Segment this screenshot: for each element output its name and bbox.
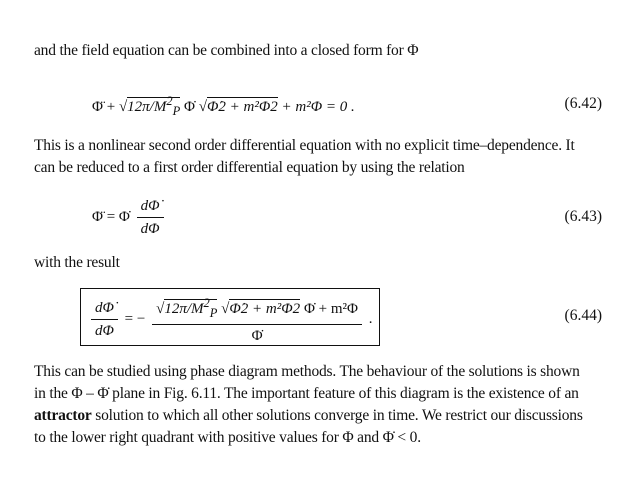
eq644-left-fraction [91, 299, 118, 340]
eq642-lhs: Φ̈ + [92, 99, 116, 115]
eq644-sup: 2 [203, 296, 210, 310]
eq644-right-fraction [152, 294, 362, 345]
eq642-radicand-1 [127, 94, 181, 118]
eq642-radicand-2: Φ̇2 + m²Φ2 [206, 99, 278, 115]
sqrt-symbol-2: √ [198, 99, 207, 115]
eq644-sub: P [209, 306, 218, 320]
eq644-left-denominator: dΦ [95, 323, 114, 339]
eq643-denominator: dΦ [140, 221, 160, 237]
paragraph-phase-line2: in the Φ – Φ̇ plane in Fig. 6.11. The important feature of this diagram is the existence of an [34, 385, 579, 402]
paragraph-nonlinear-line1: This is a nonlinear second order differential equation with no explicit time–dependence. It [34, 137, 575, 154]
equation-number-6-43: (6.43) [564, 208, 602, 225]
equation-6-42 [0, 82, 638, 126]
paragraph-nonlinear [34, 135, 604, 179]
eq642-sup: 2 [166, 94, 173, 108]
paragraph-intro: and the field equation can be combined into a closed form for Φ [34, 42, 419, 59]
sqrt-symbol: √ [118, 99, 128, 115]
sqrt-symbol-3: √ [156, 301, 165, 317]
attractor-term: attractor [34, 407, 92, 424]
paragraph-phase-line1: This can be studied using phase diagram methods. The behaviour of the solutions is shown [34, 363, 580, 380]
equation-6-44-body [88, 294, 373, 345]
eq643-lhs: Φ̈ = Φ̇ [92, 208, 130, 225]
paragraph-result: with the result [34, 254, 120, 271]
eq642-sub: P [172, 104, 181, 118]
eq643-fraction [137, 197, 164, 238]
paragraph-phase-line4: to the lower right quadrant with positive values for Φ and Φ̇ < 0. [34, 429, 421, 446]
paragraph-phase-diagram [34, 361, 604, 449]
eq643-numerator: dΦ̇ [137, 197, 164, 218]
equation-6-43 [0, 195, 638, 239]
equation-6-44 [0, 294, 638, 344]
eq642-sqrt1: 12π/M [127, 99, 167, 115]
eq644-numerator-rest: Φ̇ + m²Φ [303, 301, 358, 317]
eq644-right-denominator: Φ̇ [251, 328, 263, 344]
equation-6-43-body [92, 197, 167, 238]
paragraph-nonlinear-line2: can be reduced to a first order differential equation by using the relation [34, 159, 465, 176]
eq644-radicand-2: Φ̇2 + m²Φ2 [229, 301, 301, 317]
paragraph-phase-line3 [34, 405, 604, 427]
eq642-mid: Φ̇ [184, 99, 195, 115]
eq644-equals: = − [124, 310, 146, 327]
equation-number-6-42: (6.42) [564, 95, 602, 112]
equation-number-6-44: (6.44) [564, 307, 602, 324]
eq644-right-numerator [152, 294, 362, 325]
equation-6-42-body [92, 94, 355, 119]
sqrt-symbol-4: √ [221, 301, 230, 317]
eq644-sqrt1: 12π/M [164, 301, 204, 317]
eq644-radicand-1 [164, 296, 218, 320]
eq644-period: . [368, 310, 373, 327]
paragraph-phase-line3-rest: solution to which all other solutions converge in time. We restrict our discussions [91, 407, 583, 424]
eq642-rest: + m²Φ = 0 . [281, 99, 355, 115]
eq644-left-numerator: dΦ̇ [91, 299, 118, 320]
